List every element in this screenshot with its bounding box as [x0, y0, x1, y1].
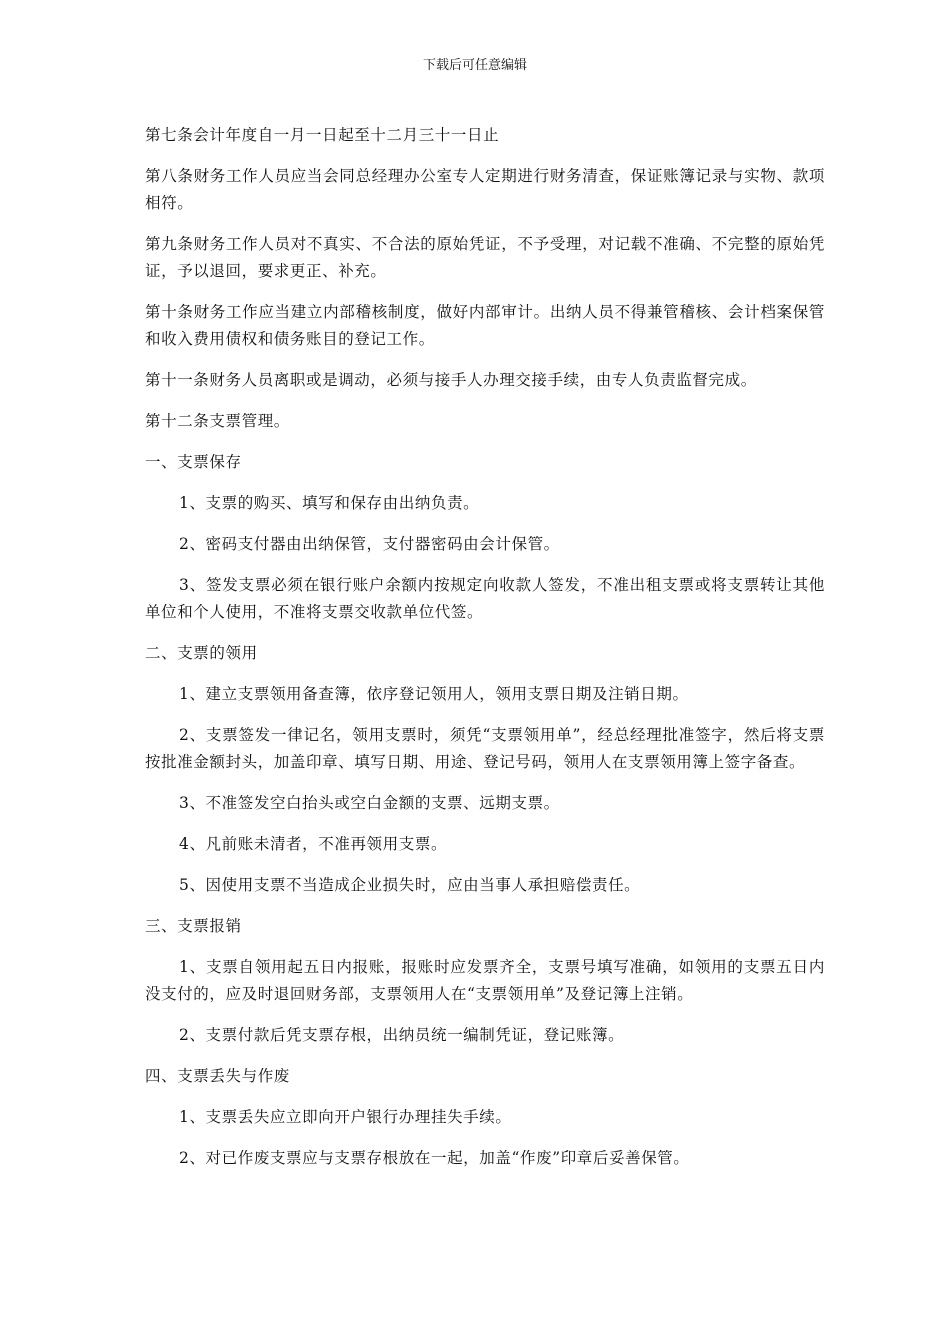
list-item: 5、因使用支票不当造成企业损失时，应由当事人承担赔偿责任。: [179, 876, 641, 894]
list-item: 2、密码支付器由出纳保管，支付器密码由会计保管。: [179, 535, 560, 553]
list-item: 2、支票签发一律记名，领用支票时，须凭“支票领用单”，经总经理批准签字，然后将支票按批准金额封头，加盖印章、填写日期、用途、登记号码，领用人在支票领用簿上签字备查。: [145, 726, 825, 771]
list-item: 3、不准签发空白抬头或空白金额的支票、远期支票。: [179, 794, 560, 812]
paragraph-article-7: 第七条会计年度自一月一日起至十二月三十一日止: [145, 126, 500, 144]
list-item: 2、对已作废支票应与支票存根放在一起，加盖“作废”印章后妥善保管。: [179, 1149, 690, 1167]
page-header: 下载后可任意编辑: [422, 58, 527, 73]
section-heading-check-storage: 一、支票保存: [145, 453, 242, 471]
section-heading-check-reimbursement: 三、支票报销: [145, 917, 242, 935]
paragraph-article-8: 第八条财务工作人员应当会同总经理办公室专人定期进行财务清查，保证账簿记录与实物、款项相符。: [145, 167, 825, 212]
paragraph-article-12: 第十二条支票管理。: [145, 412, 290, 430]
paragraph-article-11: 第十一条财务人员离职或是调动，必须与接手人办理交接手续，由专人负责监督完成。: [145, 371, 757, 389]
list-item: 4、凡前账未清者，不准再领用支票。: [179, 835, 448, 853]
section-heading-check-requisition: 二、支票的领用: [145, 644, 258, 662]
section-heading-check-loss-void: 四、支票丢失与作废: [145, 1067, 290, 1085]
list-item: 1、建立支票领用备查簿，依序登记领用人，领用支票日期及注销日期。: [179, 685, 689, 703]
list-item: 1、支票丢失应立即向开户银行办理挂失手续。: [179, 1108, 512, 1126]
paragraph-article-10: 第十条财务工作应当建立内部稽核制度，做好内部审计。出纳人员不得兼管稽核、会计档案保管和收入费用债权和债务账目的登记工作。: [145, 303, 825, 348]
list-item: 3、签发支票必须在银行账户余额内按规定向收款人签发，不准出租支票或将支票转让其他单位和个人使用，不准将支票交收款单位代签。: [145, 576, 825, 621]
list-item: 1、支票自领用起五日内报账，报账时应发票齐全，支票号填写准确，如领用的支票五日内没支付的，应及时退回财务部，支票领用人在“支票领用单”及登记簿上注销。: [145, 958, 825, 1003]
list-item: 2、支票付款后凭支票存根，出纳员统一编制凭证，登记账簿。: [179, 1026, 625, 1044]
list-item: 1、支票的购买、填写和保存由出纳负责。: [179, 494, 480, 512]
paragraph-article-9: 第九条财务工作人员对不真实、不合法的原始凭证，不予受理，对记载不准确、不完整的原始凭证，予以退回，要求更正、补充。: [145, 235, 825, 280]
document-body: [145, 122, 825, 1186]
